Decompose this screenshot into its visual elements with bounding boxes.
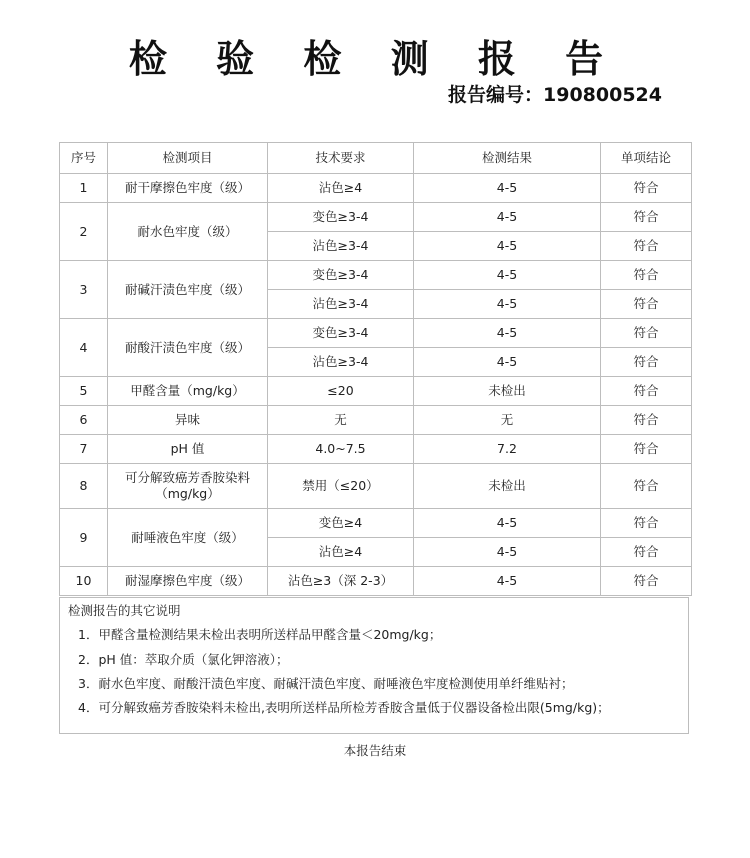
row-result: 4-5 [414,261,601,290]
row-no: 10 [60,567,108,596]
row-requirement: 沾色≥4 [268,174,414,203]
table-row [60,261,692,290]
row-item: pH 值 [108,435,268,464]
row-requirement: 沾色≥3-4 [268,290,414,319]
row-requirement: 禁用（≤20） [268,464,414,509]
row-conclusion: 符合 [601,538,692,567]
table-row [60,319,692,348]
report-end-text: 本报告结束 [343,743,407,758]
row-conclusion: 符合 [601,348,692,377]
note-item: 3．耐水色牢度、耐酸汗渍色牢度、耐碱汗渍色牢度、耐唾液色牢度检测使用单纤维贴衬； [78,676,574,691]
row-conclusion: 符合 [601,203,692,232]
row-no: 6 [60,406,108,435]
notes-title: 检测报告的其它说明 [68,603,181,618]
note-item: 4．可分解致癌芳香胺染料未检出,表明所送样品所检芳香胺含量低于仪器设备检出限(5mg/kg)； [78,700,610,715]
row-result: 未检出 [414,377,601,406]
row-requirement: 沾色≥4 [268,538,414,567]
row-conclusion: 符合 [601,319,692,348]
row-result: 4-5 [414,232,601,261]
row-item: 耐湿摩擦色牢度（级） [108,567,268,596]
table-header-row [60,143,692,174]
row-result: 4-5 [414,203,601,232]
row-no: 4 [60,319,108,377]
notes-section [59,597,689,734]
row-requirement: 无 [268,406,414,435]
row-result: 4-5 [414,538,601,567]
row-result: 4-5 [414,348,601,377]
row-no: 2 [60,203,108,261]
row-conclusion: 符合 [601,290,692,319]
test-results-table [59,142,692,596]
row-result: 未检出 [414,464,601,509]
row-requirement: 变色≥3-4 [268,203,414,232]
row-item-line2: （mg/kg） [155,486,220,501]
header-conclusion: 单项结论 [601,143,692,174]
row-no: 3 [60,261,108,319]
row-requirement: 沾色≥3-4 [268,348,414,377]
row-conclusion: 符合 [601,435,692,464]
row-no: 5 [60,377,108,406]
header-item: 检测项目 [108,143,268,174]
report-title: 检 验 检 测 报 告 [128,37,622,81]
row-result: 4-5 [414,319,601,348]
table-row [60,174,692,203]
row-conclusion: 符合 [601,174,692,203]
table-row [60,406,692,435]
row-no: 1 [60,174,108,203]
table-row [60,464,692,509]
row-result: 4-5 [414,509,601,538]
row-item-line1: 可分解致癌芳香胺染料 [124,470,250,485]
header-no: 序号 [60,143,108,174]
row-item [108,464,268,509]
row-conclusion: 符合 [601,406,692,435]
table-row [60,435,692,464]
row-no: 7 [60,435,108,464]
row-item: 异味 [108,406,268,435]
row-result: 4-5 [414,174,601,203]
row-item: 耐唾液色牢度（级） [108,509,268,567]
row-item: 耐碱汗渍色牢度（级） [108,261,268,319]
row-item: 耐干摩擦色牢度（级） [108,174,268,203]
table-row [60,203,692,232]
table-row [60,509,692,538]
row-conclusion: 符合 [601,567,692,596]
row-no: 8 [60,464,108,509]
row-requirement: 变色≥3-4 [268,319,414,348]
row-requirement: 变色≥3-4 [268,261,414,290]
row-item: 甲醛含量（mg/kg） [108,377,268,406]
row-item: 耐水色牢度（级） [108,203,268,261]
row-requirement: 沾色≥3-4 [268,232,414,261]
header-result: 检测结果 [414,143,601,174]
row-conclusion: 符合 [601,377,692,406]
row-requirement: 4.0~7.5 [268,435,414,464]
row-conclusion: 符合 [601,232,692,261]
row-requirement: 沾色≥3（深 2-3） [268,567,414,596]
row-result: 4-5 [414,290,601,319]
row-conclusion: 符合 [601,464,692,509]
table-row [60,377,692,406]
row-item: 耐酸汗渍色牢度（级） [108,319,268,377]
row-conclusion: 符合 [601,261,692,290]
report-number [448,80,662,107]
header-requirement: 技术要求 [268,143,414,174]
row-conclusion: 符合 [601,509,692,538]
row-result: 无 [414,406,601,435]
row-requirement: 变色≥4 [268,509,414,538]
report-number-label: 报告编号： [448,84,544,106]
row-requirement: ≤20 [268,377,414,406]
row-result: 7.2 [414,435,601,464]
report-number-value: 190800524 [543,84,662,106]
row-no: 9 [60,509,108,567]
table-row [60,567,692,596]
note-item: 1．甲醛含量检测结果未检出表明所送样品甲醛含量＜20mg/kg； [78,627,442,642]
note-item: 2．pH 值：萃取介质（氯化钾溶液）； [78,652,289,667]
row-result: 4-5 [414,567,601,596]
